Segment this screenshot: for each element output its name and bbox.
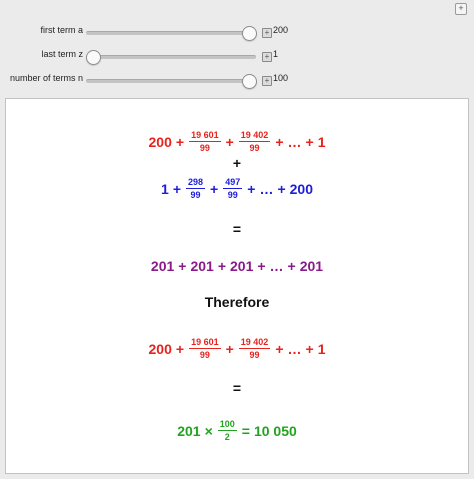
control-row-number-of-terms [0,70,474,90]
plus-sign: + [275,133,284,150]
denominator: 99 [186,188,205,200]
pair-term: 201 [230,258,254,274]
plus-sign: + [175,133,185,150]
first-term-label: first term a [40,25,83,35]
first-term-value: 200 [273,25,289,35]
term-last: 200 [289,180,313,197]
fraction-term [187,177,204,200]
pairwise-sum [6,258,468,274]
fraction-half-terms [219,419,236,442]
series-forward-sum [6,130,468,153]
slider-thumb[interactable] [242,26,257,41]
sum-result [6,419,468,442]
control-row-first-term [0,22,474,42]
denominator: 99 [223,188,242,200]
sum-value: 10 050 [253,422,297,439]
number-of-terms-slider[interactable] [86,79,256,83]
numerator: 19 402 [240,130,269,140]
series-restated [6,337,468,360]
last-term-label: last term z [41,49,83,59]
plus-sign: + [287,258,296,274]
numerator: 19 601 [191,130,219,140]
plus-sign: + [247,180,256,197]
equals-sign: = [232,221,242,237]
term-last: 1 [317,340,326,357]
pair-term: 201 [299,258,324,274]
fraction-term [240,337,270,360]
plus-sign: + [257,258,266,274]
equals-sign: = [241,422,250,439]
pair-value: 201 [177,422,201,439]
slider-thumb[interactable] [242,74,257,89]
plus-sign: + [275,340,284,357]
equals-sign: = [232,380,242,396]
pair-term: 201 [150,258,175,274]
output-panel [5,98,469,474]
plus-operator: + [232,155,242,171]
fraction-term [224,177,241,200]
plus-sign: + [225,340,234,357]
numerator: 19 402 [240,337,269,347]
first-term-slider[interactable] [86,31,256,35]
denominator: 99 [239,141,271,153]
last-term-slider[interactable] [86,55,256,59]
ellipsis: … [269,258,284,274]
series-reverse-sum [6,177,468,200]
fraction-term [190,130,220,153]
fraction-term [190,337,220,360]
numerator: 497 [225,177,241,187]
term-first: 200 [148,340,172,357]
fraction-term [240,130,270,153]
plus-sign: + [217,258,226,274]
number-of-terms-label: number of terms n [9,73,83,83]
plus-sign: + [305,133,314,150]
term-last: 1 [317,133,326,150]
options-plus-icon[interactable]: + [455,3,467,15]
last-term-value: 1 [273,49,279,59]
plus-sign: + [210,180,219,197]
denominator: 2 [218,430,237,442]
plus-sign: + [277,180,286,197]
plus-sign: + [178,258,187,274]
denominator: 99 [239,348,271,360]
denominator: 99 [189,348,221,360]
therefore-heading: Therefore [204,294,270,310]
times-sign: × [204,422,213,439]
term-first: 200 [148,133,172,150]
expand-plus-icon[interactable]: + [262,76,272,86]
plus-sign: + [175,340,185,357]
numerator: 100 [219,419,235,429]
ellipsis: … [287,340,302,357]
numerator: 298 [188,177,204,187]
plus-sign: + [305,340,314,357]
numerator: 19 601 [191,337,219,347]
pair-term: 201 [190,258,214,274]
plus-sign: + [225,133,234,150]
control-row-last-term [0,46,474,66]
number-of-terms-value: 100 [273,73,289,83]
expand-plus-icon[interactable]: + [262,28,272,38]
ellipsis: … [287,133,302,150]
ellipsis: … [259,180,274,197]
denominator: 99 [189,141,221,153]
plus-sign: + [172,180,181,197]
slider-thumb[interactable] [86,50,101,65]
term-first: 1 [161,180,169,197]
expand-plus-icon[interactable]: + [262,52,272,62]
